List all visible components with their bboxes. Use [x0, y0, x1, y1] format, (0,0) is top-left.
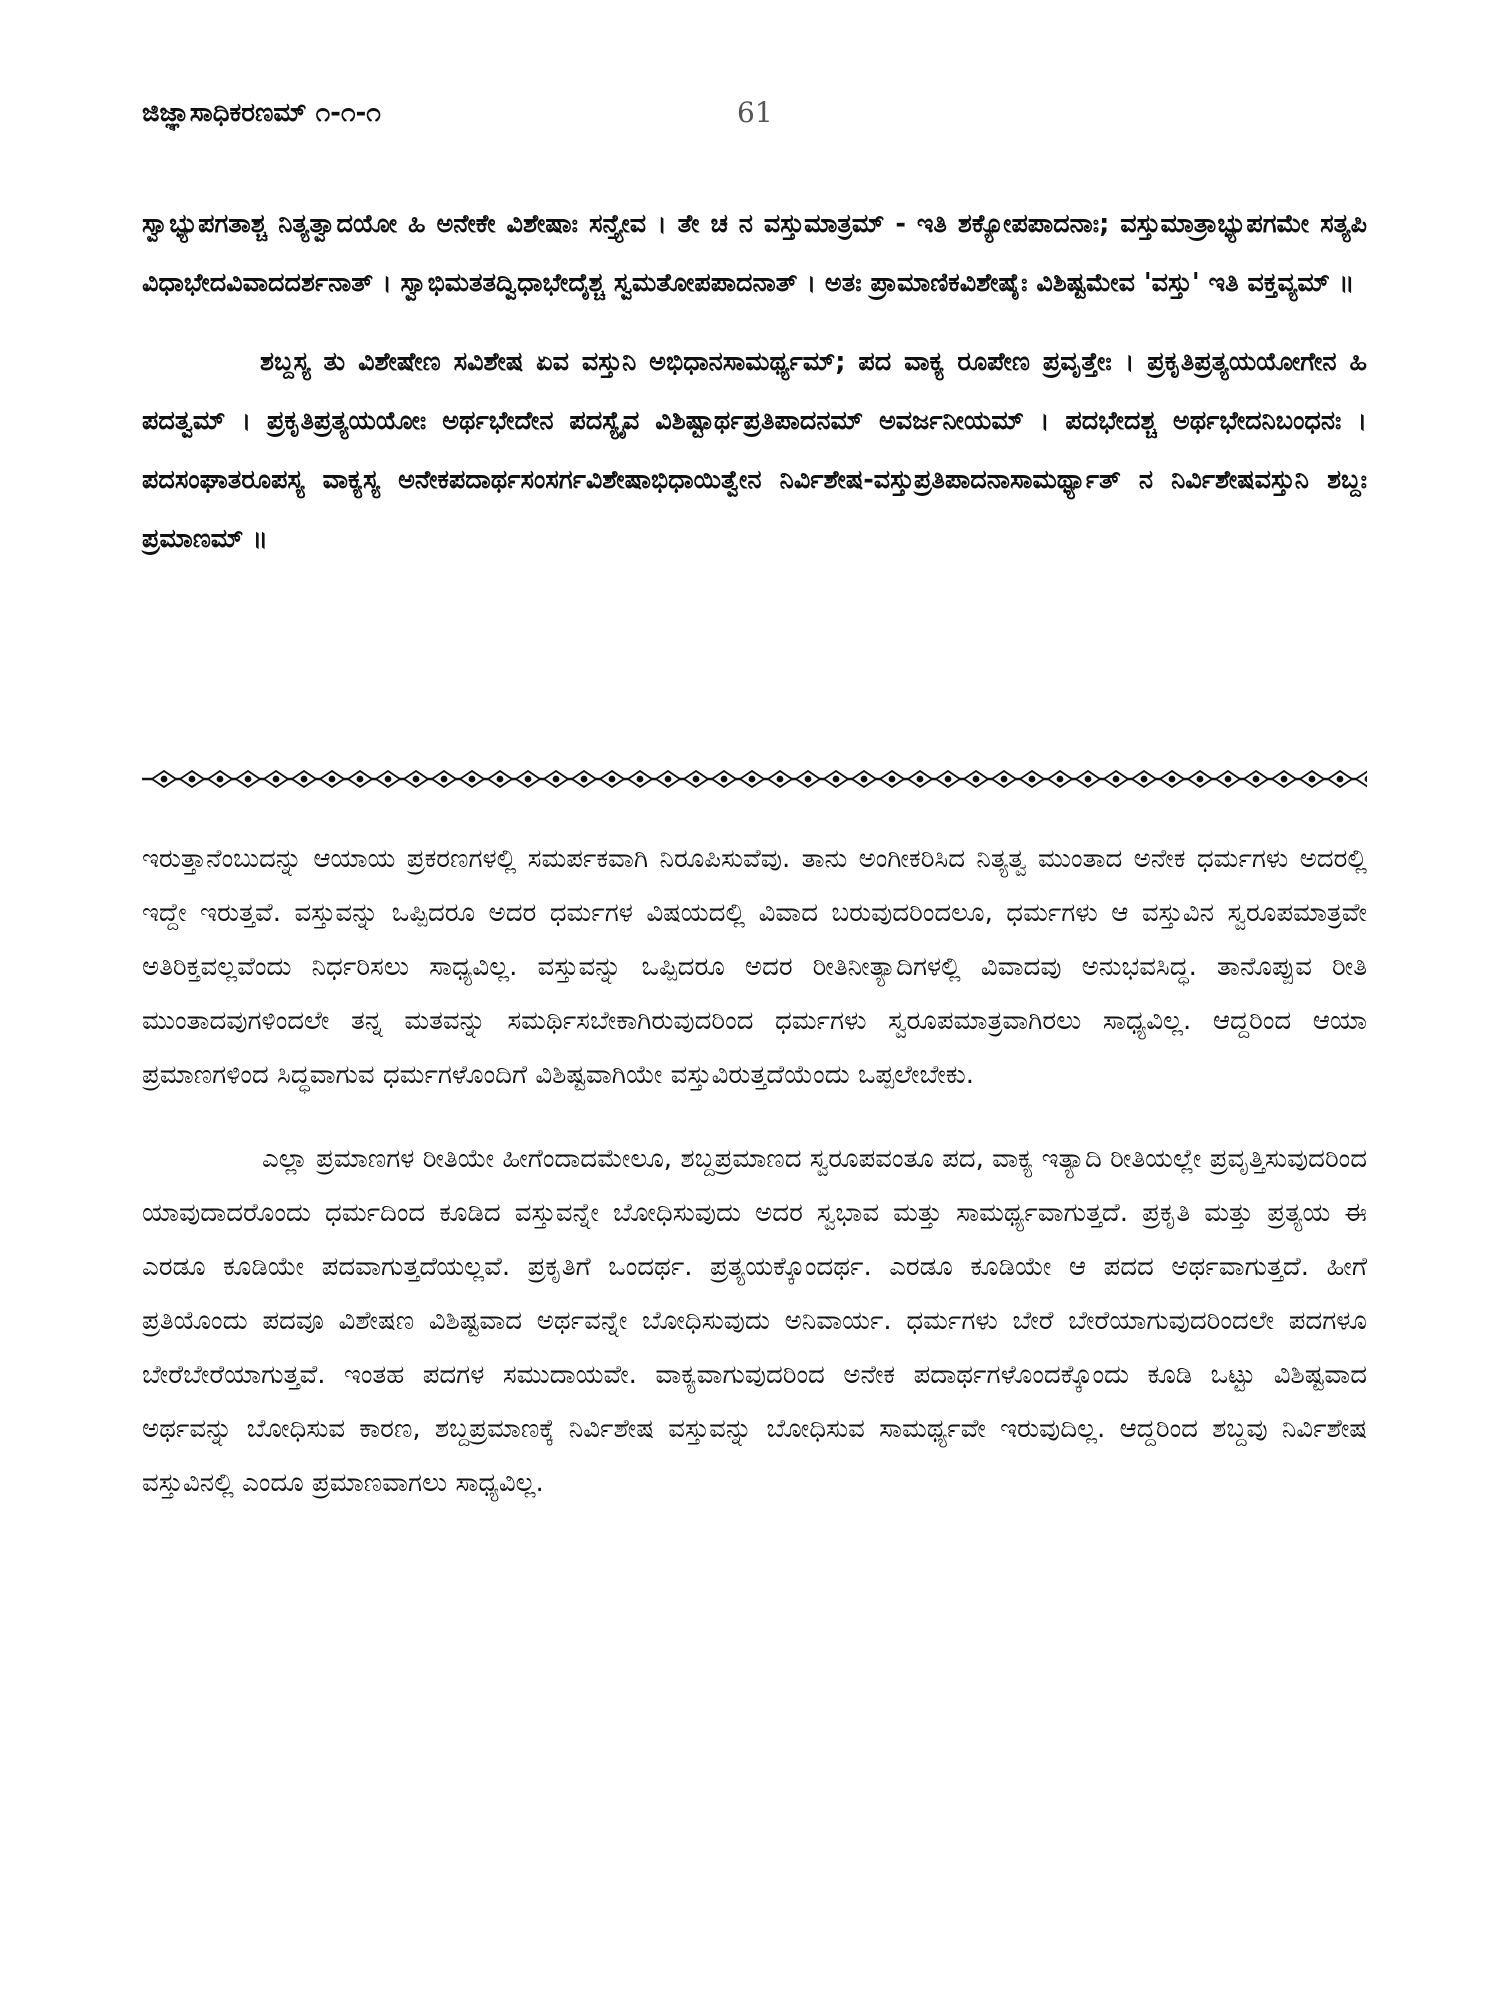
ornament-dot [638, 777, 643, 782]
diamond-chain-ornament-icon [142, 768, 1367, 790]
ornament-dot [974, 777, 979, 782]
ornament-dot [470, 777, 475, 782]
ornament-dot [386, 777, 391, 782]
ornament-dot [246, 777, 251, 782]
chapter-title: ಜಿಜ್ಞಾಸಾಧಿಕರಣಮ್ ೧-೧-೧ [142, 98, 381, 128]
ornament-dot [1310, 777, 1315, 782]
ornament-dot [190, 777, 195, 782]
commentary-paragraph: ಇರುತ್ತಾನೆಂಬುದನ್ನು ಆಯಾಯ ಪ್ರಕರಣಗಳಲ್ಲಿ ಸಮರ್ಪಕವಾಗಿ ನಿರೂಪಿಸುವೆವು. ತಾನು ಅಂಗೀಕರಿಸಿದ ನಿತ್ಯತ್ವ ಮುಂತಾದ ಅನೇಕ ಧರ್ಮಗಳು ಅದರಲ್ಲಿ ಇದ್ದೇ ಇರುತ್ತವೆ. ವಸ್ತುವನ್ನು ಒಪ್ಪಿದರೂ ಅದರ ಧರ್ಮಗಳ ವಿಷಯದಲ್ಲಿ ವಿವಾದ ಬರುವುದರಿಂದಲೂ, ಧರ್ಮಗಳು ಆ ವಸ್ತುವಿನ ಸ್ವರೂಪಮಾತ್ರವೇ ಅತಿರಿಕ್ತವಲ್ಲವೆಂದು ನಿರ್ಧರಿಸಲು ಸಾಧ್ಯವಿಲ್ಲ. ವಸ್ತುವನ್ನು ಒಪ್ಪಿದರೂ ಅದರ ರೀತಿನೀತ್ಯಾದಿಗಳಲ್ಲಿ ವಿವಾದವು ಅನುಭವಸಿದ್ಧ. ತಾನೊಪ್ಪುವ ರೀತಿ ಮುಂತಾದವುಗಳಿಂದಲೇ ತನ್ನ ಮತವನ್ನು ಸಮರ್ಥಿಸಬೇಕಾಗಿರುವುದರಿಂದ ಧರ್ಮಗಳು ಸ್ವರೂಪಮಾತ್ರವಾಗಿರಲು ಸಾಧ್ಯವಿಲ್ಲ. ಆದ್ದರಿಂದ ಆಯಾ ಪ್ರಮಾಣಗಳಿಂದ ಸಿದ್ಧವಾಗುವ ಧರ್ಮಗಳೊಂದಿಗೆ ವಿಶಿಷ್ಟವಾಗಿಯೇ ವಸ್ತುವಿರುತ್ತದೆಯೆಂದು ಒಪ್ಪಲೇಬೇಕು. [142, 844, 1367, 1090]
ornament-dot [1086, 777, 1091, 782]
ornament-dot [218, 777, 223, 782]
ornament-dot [778, 777, 783, 782]
ornament-dot [1282, 777, 1287, 782]
sanskrit-paragraph: ಸ್ವಾಭ್ಯುಪಗತಾಶ್ಚ ನಿತ್ಯತ್ವಾದಯೋ ಹಿ ಅನೇಕೇ ವಿಶೇಷಾಃ ಸನ್ತ್ಯೇವ । ತೇ ಚ ನ ವಸ್ತುಮಾತ್ರಮ್ - ಇತಿ ಶಕ್ಯೋಪಪಾದನಾಃ; ವಸ್ತುಮಾತ್ರಾಭ್ಯುಪಗಮೇ ಸತ್ಯಪಿ ವಿಧಾಭೇದವಿವಾದದರ್ಶನಾತ್ । ಸ್ವಾಭಿಮತತದ್ವಿಧಾಭೇದೈಶ್ಚ ಸ್ವಮತೋಪಪಾದನಾತ್ । ಅತಃ ಪ್ರಾಮಾಣಿಕವಿಶೇಷೈಃ ವಿಶಿಷ್ಟಮೇವ 'ವಸ್ತು' ಇತಿ ವಕ್ತವ್ಯಮ್ ॥ [142, 209, 1367, 298]
kannada-commentary-block [142, 832, 1367, 1510]
ornament-dot [1198, 777, 1203, 782]
page-number: 61 [737, 96, 773, 129]
ornament-dot [946, 777, 951, 782]
ornament-dot [1058, 777, 1063, 782]
ornament-dot [1170, 777, 1175, 782]
ornament-dot [582, 777, 587, 782]
ornament-dot [1142, 777, 1147, 782]
ornament-dot [442, 777, 447, 782]
ornament-dot [162, 777, 167, 782]
ornament-dot [1226, 777, 1231, 782]
ornament-dot [414, 777, 419, 782]
ornament-dot [1366, 777, 1368, 782]
commentary-paragraph: ಎಲ್ಲಾ ಪ್ರಮಾಣಗಳ ರೀತಿಯೇ ಹೀಗೆಂದಾದಮೇಲೂ, ಶಬ್ದಪ್ರಮಾಣದ ಸ್ವರೂಪವಂತೂ ಪದ, ವಾಕ್ಯ ಇತ್ಯಾದಿ ರೀತಿಯಲ್ಲೇ ಪ್ರವೃತ್ತಿಸುವುದರಿಂದ ಯಾವುದಾದರೊಂದು ಧರ್ಮದಿಂದ ಕೂಡಿದ ವಸ್ತುವನ್ನೇ ಬೋಧಿಸುವುದು ಅದರ ಸ್ವಭಾವ ಮತ್ತು ಸಾಮರ್ಥ್ಯವಾಗುತ್ತದೆ. ಪ್ರಕೃತಿ ಮತ್ತು ಪ್ರತ್ಯಯ ಈ ಎರಡೂ ಕೂಡಿಯೇ ಪದವಾಗುತ್ತದೆಯಲ್ಲವೆ. ಪ್ರಕೃತಿಗೆ ಒಂದರ್ಥ. ಪ್ರತ್ಯಯಕ್ಕೊಂದರ್ಥ. ಎರಡೂ ಕೂಡಿಯೇ ಆ ಪದದ ಅರ್ಥವಾಗುತ್ತದೆ. ಹೀಗೆ ಪ್ರತಿಯೊಂದು ಪದವೂ ವಿಶೇಷಣ ವಿಶಿಷ್ಟವಾದ ಅರ್ಥವನ್ನೇ ಬೋಧಿಸುವುದು ಅನಿವಾರ್ಯ. ಧರ್ಮಗಳು ಬೇರೆ ಬೇರೆಯಾಗುವುದರಿಂದಲೇ ಪದಗಳೂ ಬೇರೆಬೇರೆಯಾಗುತ್ತವೆ. ಇಂತಹ ಪದಗಳ ಸಮುದಾಯವೇ. ವಾಕ್ಯವಾಗುವುದರಿಂದ ಅನೇಕ ಪದಾರ್ಥಗಳೊಂದಕ್ಕೊಂದು ಕೂಡಿ ಒಟ್ಟು ವಿಶಿಷ್ಟವಾದ ಅರ್ಥವನ್ನು ಬೋಧಿಸುವ ಕಾರಣ, ಶಬ್ದಪ್ರಮಾಣಕ್ಕೆ ನಿರ್ವಿಶೇಷ ವಸ್ತುವನ್ನು ಬೋಧಿಸುವ ಸಾಮರ್ಥ್ಯವೇ ಇರುವುದಿಲ್ಲ. ಆದ್ದರಿಂದ ಶಬ್ದವು ನಿರ್ವಿಶೇಷ ವಸ್ತುವಿನಲ್ಲಿ ಎಂದೂ ಪ್ರಮಾಣವಾಗಲು ಸಾಧ್ಯವಿಲ್ಲ. [142, 1144, 1367, 1498]
ornament-dot [806, 777, 811, 782]
ornament-dot [862, 777, 867, 782]
ornament-dot [554, 777, 559, 782]
ornament-dot [1338, 777, 1343, 782]
ornament-dot [722, 777, 727, 782]
running-header [142, 98, 1372, 138]
sanskrit-text-block [142, 195, 1367, 569]
ornament-dot [358, 777, 363, 782]
ornament-dot [498, 777, 503, 782]
ornament-dot [1030, 777, 1035, 782]
ornament-dot [330, 777, 335, 782]
ornament-dot [890, 777, 895, 782]
ornament-dot [1254, 777, 1259, 782]
ornament-dot [694, 777, 699, 782]
ornament-dot [610, 777, 615, 782]
ornament-dot [274, 777, 279, 782]
ornament-dot [1002, 777, 1007, 782]
ornament-dot [918, 777, 923, 782]
ornament-dot [302, 777, 307, 782]
ornament-dot [666, 777, 671, 782]
ornament-dot [1114, 777, 1119, 782]
ornament-dot [526, 777, 531, 782]
ornament-dot [834, 777, 839, 782]
sanskrit-paragraph: ಶಬ್ದಸ್ಯ ತು ವಿಶೇಷೇಣ ಸವಿಶೇಷ ಏವ ವಸ್ತುನಿ ಅಭಿಧಾನಸಾಮರ್ಥ್ಯಮ್; ಪದ ವಾಕ್ಯ ರೂಪೇಣ ಪ್ರವೃತ್ತೇಃ । ಪ್ರಕೃತಿಪ್ರತ್ಯಯಯೋಗೇನ ಹಿ ಪದತ್ವಮ್ । ಪ್ರಕೃತಿಪ್ರತ್ಯಯಯೋಃ ಅರ್ಥಭೇದೇನ ಪದಸ್ಯೈವ ವಿಶಿಷ್ಟಾರ್ಥಪ್ರತಿಪಾದನಮ್ ಅವರ್ಜನೀಯಮ್ । ಪದಭೇದಶ್ಚ ಅರ್ಥಭೇದನಿಬಂಧನಃ । ಪದಸಂಘಾತರೂಪಸ್ಯ ವಾಕ್ಯಸ್ಯ ಅನೇಕಪದಾರ್ಥಸಂಸರ್ಗವಿಶೇಷಾಭಿಧಾಯಿತ್ವೇನ ನಿರ್ವಿಶೇಷ-ವಸ್ತುಪ್ರತಿಪಾದನಾಸಾಮರ್ಥ್ಯಾತ್ ನ ನಿರ್ವಿಶೇಷವಸ್ತುನಿ ಶಬ್ದಃ ಪ್ರಮಾಣಮ್ ॥ [142, 347, 1367, 554]
ornament-dot [750, 777, 755, 782]
